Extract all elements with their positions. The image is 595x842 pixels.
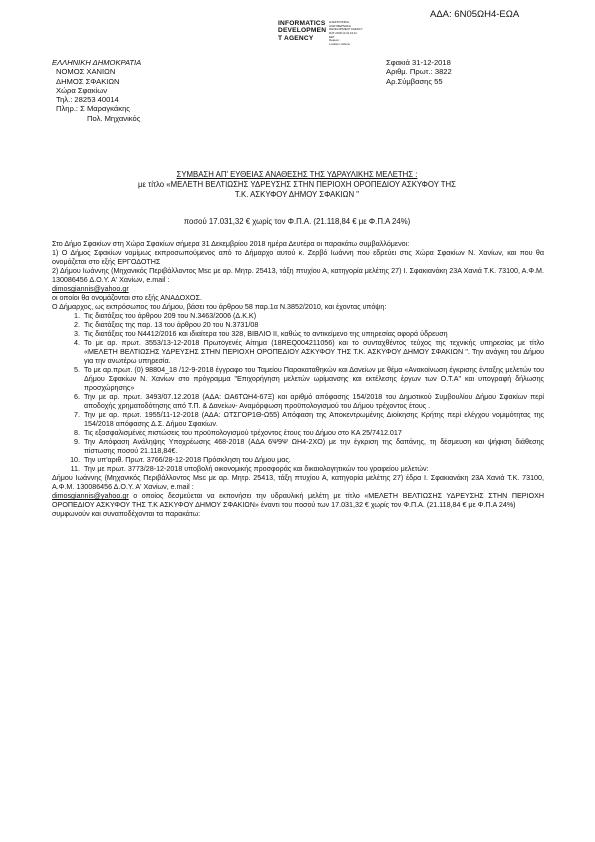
considerations-list — [52, 312, 544, 474]
contract-amount: ποσού 17.031,32 € χωρίς τον Φ.Π.Α. (21.118,84 € με Φ.Π.Α 24%) — [183, 217, 411, 226]
title-main: ΣΥΜΒΑΣΗ ΑΠ' ΕΥΘΕΙΑΣ ΑΝΑΘΕΣΗΣ ΤΗΣ ΥΔΡΑΥΛΙΚΗΣ ΜΕΛΕΤΗΣ : — [176, 170, 418, 179]
intro-paragraph: Στο Δήμο Σφακίων στη Χώρα Σφακίων σήμερα 31 Δεκεμβρίου 2018 ημέρα Δευτέρα οι παρακάτω συμβαλλόμενοι: — [52, 240, 410, 248]
title-line-2: με τίτλο «ΜΕΛΕΤΗ ΒΕΛΤΙΩΣΗΣ ΥΔΡΕΥΣΗΣ ΣΤΗΝ ΠΕΡΙΟΧΗ ΟΡΟΠΕΔΙΟΥ ΑΣΚΥΦΟΥ ΤΗΣ — [138, 179, 456, 189]
header-prefecture: ΝΟΜΟΣ ΧΑΝΙΩΝ — [56, 67, 116, 77]
digital-signature-stamp — [278, 20, 369, 46]
contract-number: Αρ.Σύμβασης 55 — [386, 76, 443, 86]
header-info-role: Πολ. Μηχανικός — [87, 113, 141, 123]
email-link-2[interactable]: dimosgiannis@yahoo.gr — [52, 492, 129, 501]
email-link[interactable]: dimosgiannis@yahoo.gr — [52, 285, 129, 294]
signature-details: ΗΛΕΚΤΡΟΝΙΚΗ ΔΙΑΚΥΒΕΡΝΗΣΗ DEVELOPMENT AGENCY DAT 2018.12.31 10:11 EET Reason: Location: Athens — [329, 20, 363, 46]
list-item: 11. Την με πρωτ. 3773/28-12-2018 υποβολή οικονομικής προσφοράς και δικαιολογητικών του γραφείου μελετών: — [82, 465, 544, 474]
place-date: Σφακιά 31-12-2018 — [386, 58, 451, 67]
list-item: 3. Τις διατάξεις του Ν4412/2016 και ιδιαίτερα του 328, ΒΙΒΛΙΟ ΙΙ, καθώς το αντικείμενο της υπηρεσίας αφορά ύδρευση — [82, 330, 544, 339]
list-item: 9. Την Απόφαση Ανάληψης Υποχρέωσης 468-2018 (ΑΔΑ 6Ψ9Ψ ΩΗ4-2ΧΟ) με την έγκριση της δαπάνης, τη δέσμευση και ψήφιση διάθεσης πίστωσης ποσού 21.118,84€. — [82, 438, 544, 456]
header-phone: Τηλ.: 28253 40014 — [56, 95, 119, 104]
contractor-naming: οι οποίοι θα ονομάζονται στο εξής ΑΝΑΔΟΧΟΣ. — [52, 294, 202, 303]
list-item: 4. Το με αρ. πρωτ. 3553/13-12-2018 Πρωτογενές Αίτημα (18REQ004211056) και το συνταχθέντος τεύχος της τεχνικής υπηρεσίας με τίτλο «ΜΕΛΕΤΗ ΒΕΛΤΙΩΣΗΣ ΥΔΡΕΥΣΗΣ ΣΤΗΝ ΠΕΡΙΟΧΗ ΟΡΟΠΕΔΙΟΥ ΑΣΚΥΦΟΥ ΤΗΣ Τ.Κ. ΑΣΚΥΦΟΥ ΔΗΜΟΥ ΣΦΑΚΙΩΝ ". Την ανάγκη του Δήμου για την ανωτέρω υπηρεσία. — [82, 339, 544, 366]
list-item: 7. Την με αρ. πρωτ. 1955/11-12-2018 (ΑΔΑ: ΩΤΣΓΟΡ1Θ-Ω55) Απόφαση της Αποκεντρωμένης Διοίκησης Κρήτης περί ελέγχου νομιμότητας της 154/2018 απόφασης Δ.Σ. Δήμου Σφακίων. — [82, 411, 544, 429]
list-item: 6. Την με αρ. πρωτ. 3493/07.12.2018 (ΑΔΑ: ΩΑ6ΤΩΗ4-67Ξ) και αριθμό απόφασης 154/2018 του Δημοτικού Συμβουλίου Δήμου Σφακίων περί αποδοχής χρηματοδότησης από Τ.Π. & Δανείων- Αναμόρφωση προϋπολογισμού του Δήμου τρέχοντος έτους . — [82, 393, 544, 411]
ada-code: ΑΔΑ: 6Ν05ΩΗ4-ΕΩΑ — [430, 9, 520, 20]
header-info: Πληρ.: Σ Μαραγκάκης — [56, 104, 130, 114]
list-item: 8. Τις εξασφαλισμένες πιστώσεις του προϋπολογισμού τρέχοντος έτους του Δήμου στο ΚΑ 25/7412.017 — [82, 429, 544, 438]
issuer-header — [52, 58, 141, 123]
list-item: 10. Την υπ'αριθ. Πρωτ. 3766/28-12-2018 Πρόσκληση του Δήμου μας. — [82, 456, 544, 465]
contract-body — [52, 240, 544, 519]
list-item: 1. Τις διατάξεις του άρθρου 209 του Ν.3463/2006 (Δ.Κ.Κ) — [82, 312, 544, 321]
contract-title — [52, 170, 542, 200]
party-2: 2) Δήμου Ιωάννης (Μηχανικός Περιβάλλοντος Msc με αρ. Μητρ. 25413, τάξη πτυχίου Α, κατηγορία μελέτης 27) Ι. Σφακιανάκη 23Α Χανιά Τ.Κ. 73100, Α.Φ.Μ. 130086456 Δ.Ο.Υ. Α' Χανίων, e.mail : dimosgiannis@yahoo.gr — [52, 267, 544, 294]
header-republic: ΕΛΛΗΝΙΚΗ ΔΗΜΟΚΡΑΤΙΑ — [52, 58, 142, 67]
closing-line: συμφωνούν και συναποδέχονται τα παρακάτω: — [52, 510, 201, 519]
header-municipality: ΔΗΜΟΣ ΣΦΑΚΙΩΝ — [56, 76, 120, 86]
contractor-commitment: Δήμου Ιωάννης (Μηχανικός Περιβάλλοντος Msc με αρ. Μητρ. 25413, τάξη πτυχίου Α, κατηγορία μελέτης 27) έδρα Ι. Σφακιανάκη 23Α Χανιά Τ.Κ. 73100, Α.Φ.Μ. 130086456 Δ.Ο.Υ. Α' Χανίων, e.mail : dimosgiannis@yahoo.gr ο οποίος δεσμεύεται να εκπονήσει την υδραυλική μελέτη με τίτλο «ΜΕΛΕΤΗ ΒΕΛΤΙΩΣΗΣ ΥΔΡΕΥΣΗΣ ΣΤΗΝ ΠΕΡΙΟΧΗ ΟΡΟΠΕΔΙΟΥ ΑΣΚΥΦΟΥ ΤΗΣ Τ.Κ ΑΣΚΥΦΟΥ ΔΗΜΟΥ ΣΦΑΚΙΩΝ» έναντι του ποσού των 17.031,32 € χωρίς τον Φ.Π.Α. (21.118,84 € με Φ.Π.Α 24%) — [52, 474, 544, 510]
mayor-intro: Ο Δήμαρχος, ως εκπρόσωπος του Δήμου, βάσει του άρθρου 58 παρ.1α Ν.3852/2010, και έχοντας υπόψη: — [52, 303, 387, 312]
list-item: 5. Το με αρ.πρωτ. (0) 98804_18 /12-9-2018 έγγραφο του Ταμείου Παρακαταθηκών και Δανείων με θέμα «Ανακοίνωση έγκρισης ένταξης μελετών του Δήμου Σφακίων Ν. Χανίων στο πρόγραμμα "Επιχορήγηση μελετών ωρίμανσης και εκτέλεσης έργων των Ο.Τ.Α" και υπογραφή δήλωσης προσχώρησης» — [82, 366, 544, 393]
signature-agency-name: INFORMATICS DEVELOPMEN T AGENCY — [278, 20, 327, 42]
protocol-number: Αριθμ. Πρωτ.: 3822 — [386, 67, 452, 77]
list-item: 2. Τις διατάξεις της παρ. 13 του άρθρου 20 του Ν.3731/08 — [82, 321, 544, 330]
document-meta — [386, 58, 452, 86]
title-line-3: Τ.Κ. ΑΣΚΥΦΟΥ ΔΗΜΟΥ ΣΦΑΚΙΩΝ " — [234, 189, 360, 199]
party-1: 1) Ο Δήμος Σφακίων νομίμως εκπροσωπούμενος από το Δήμαρχο αυτού κ. Ζερβό Ιωάννη που εδρεύει στις Χώρα Σφακίων Ν. Χανίων, και που θα ονομάζεται στο εξής ΕΡΓΟΔΟΤΗΣ — [52, 249, 544, 267]
header-location: Χώρα Σφακίων — [56, 85, 108, 95]
